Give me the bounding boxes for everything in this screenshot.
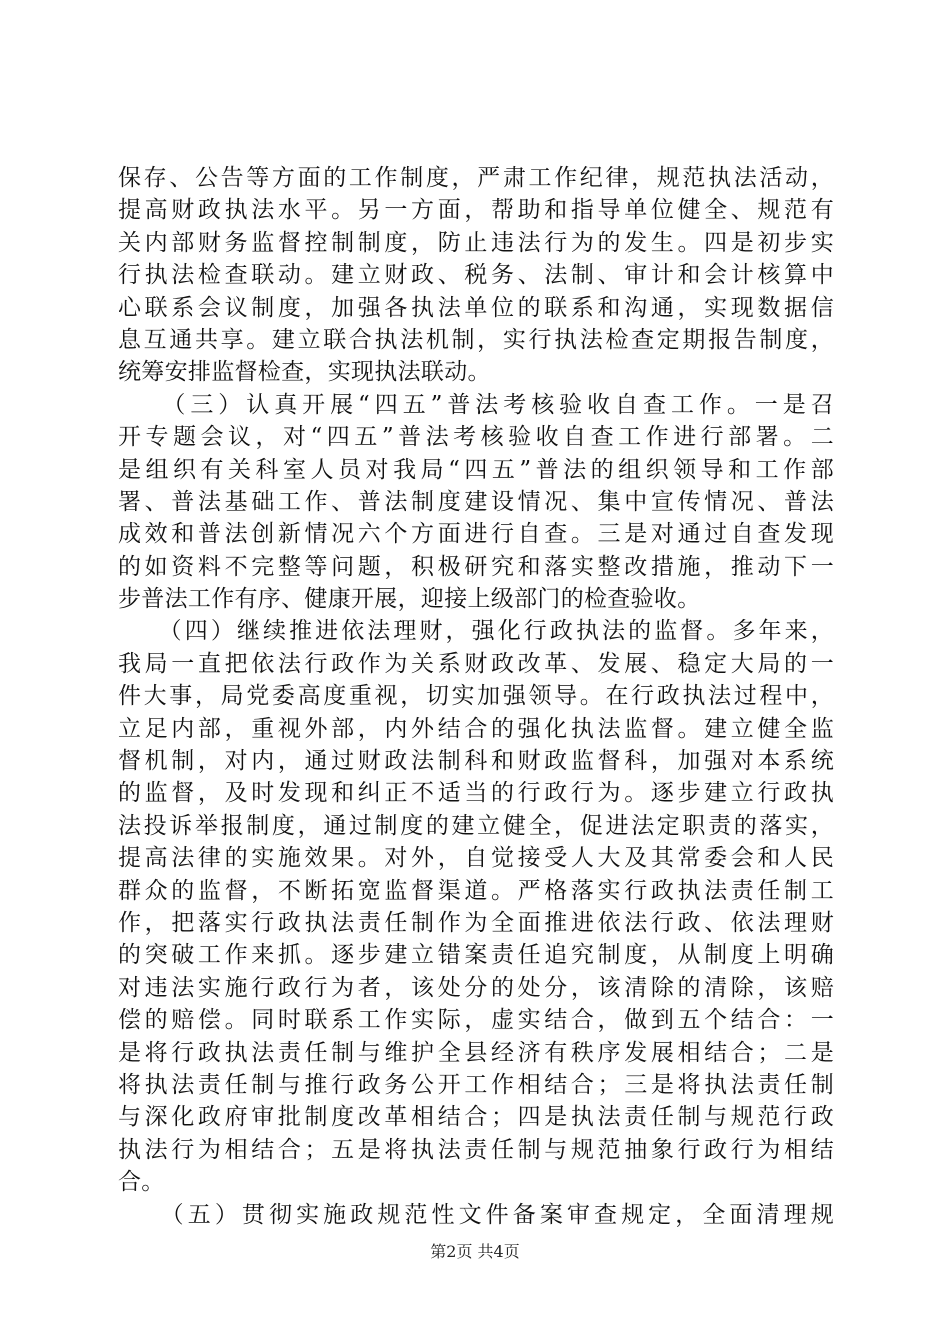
text-line: （三）认真开展“四五”普法考核验收自查工作。一是召	[118, 391, 834, 418]
text-line: 步普法工作有序、健康开展，迎接上级部门的检查验收。	[118, 586, 701, 613]
text-line: 关内部财务监督控制制度，防止违法行为的发生。四是初步实	[118, 229, 834, 256]
document-body	[118, 162, 834, 1231]
text-line: 群众的监督，不断拓宽监督渠道。严格落实行政执法责任制工	[118, 877, 834, 904]
text-line: （四）继续推进依法理财，强化行政执法的监督。多年来，	[118, 618, 834, 645]
page-number-label: 第2页 共4页	[430, 1242, 520, 1261]
text-line: 的如资料不完整等问题，积极研究和落实整改措施，推动下一	[118, 553, 834, 580]
text-line: 件大事，局党委高度重视，切实加强领导。在行政执法过程中，	[118, 683, 834, 710]
text-line: 法投诉举报制度，通过制度的建立健全，促进法定职责的落实，	[118, 812, 834, 839]
text-line: 是将行政执法责任制与维护全县经济有秩序发展相结合；二是	[118, 1039, 834, 1066]
text-line: 统筹安排监督检查，实现执法联动。	[118, 359, 491, 386]
text-line: 我局一直把依法行政作为关系财政改革、发展、稳定大局的一	[118, 650, 834, 677]
text-line: （五）贯彻实施政规范性文件备案审查规定，全面清理规	[118, 1201, 834, 1228]
text-line: 开专题会议，对“四五”普法考核验收自查工作进行部署。二	[118, 424, 834, 451]
text-line: 督机制，对内，通过财政法制科和财政监督科，加强对本系统	[118, 748, 834, 775]
text-line: 息互通共享。建立联合执法机制，实行执法检查定期报告制度，	[118, 326, 834, 353]
text-line: 执法行为相结合；五是将执法责任制与规范抽象行政行为相结	[118, 1136, 834, 1163]
text-line: 的突破工作来抓。逐步建立错案责任追究制度，从制度上明确	[118, 942, 834, 969]
text-line: 行执法检查联动。建立财政、税务、法制、审计和会计核算中	[118, 262, 834, 289]
text-line: 保存、公告等方面的工作制度，严肃工作纪律，规范执法活动，	[118, 165, 834, 191]
text-line: 与深化政府审批制度改革相结合；四是执法责任制与规范行政	[118, 1104, 834, 1131]
text-line: 合。	[118, 1169, 165, 1196]
page-footer	[0, 1242, 950, 1262]
text-line: 提高法律的实施效果。对外，自觉接受人大及其常委会和人民	[118, 845, 834, 872]
text-line: 提高财政执法水平。另一方面，帮助和指导单位健全、规范有	[118, 197, 834, 224]
text-line: 心联系会议制度，加强各执法单位的联系和沟通，实现数据信	[118, 294, 834, 321]
text-line: 对违法实施行政行为者，该处分的处分，该清除的清除，该赔	[118, 974, 834, 1001]
text-line: 立足内部，重视外部，内外结合的强化执法监督。建立健全监	[118, 715, 834, 742]
text-line: 成效和普法创新情况六个方面进行自查。三是对通过自查发现	[118, 521, 834, 548]
text-line: 的监督，及时发现和纠正不适当的行政行为。逐步建立行政执	[118, 780, 834, 807]
text-line: 署、普法基础工作、普法制度建设情况、集中宣传情况、普法	[118, 488, 834, 515]
text-line: 将执法责任制与推行政务公开工作相结合；三是将执法责任制	[118, 1071, 834, 1098]
text-line: 是组织有关科室人员对我局“四五”普法的组织领导和工作部	[118, 456, 834, 483]
text-line: 偿的赔偿。同时联系工作实际，虚实结合，做到五个结合：一	[118, 1007, 834, 1034]
text-line: 作，把落实行政执法责任制作为全面推进依法行政、依法理财	[118, 909, 834, 936]
